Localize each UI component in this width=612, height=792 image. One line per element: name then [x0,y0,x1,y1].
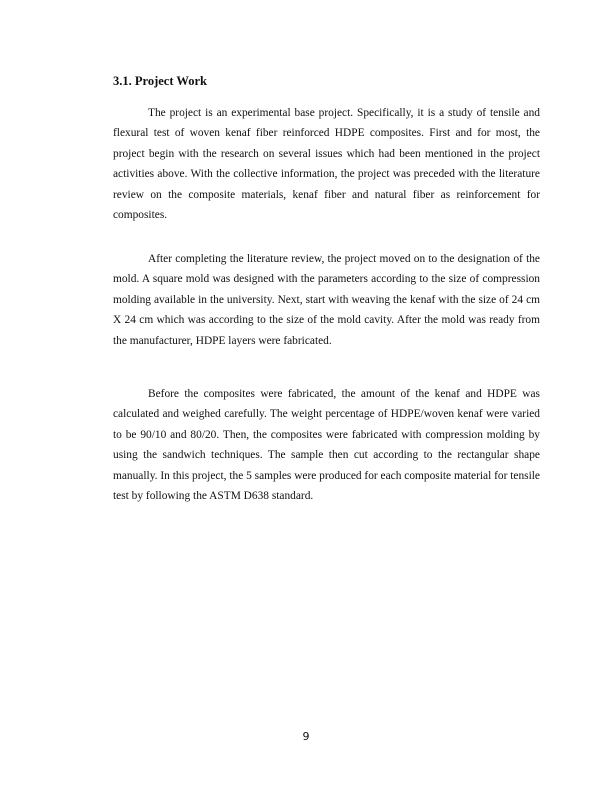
paragraph-project-overview: The project is an experimental base project. Specifically, it is a study of tensile and flexural test of woven kenaf fiber reinforced HDPE composites. First and for most, the project begin with the research on several issues which had been mentioned in the project activities above. With the collective information, the project was preceded with the literature review on the composite materials, kenaf fiber and natural fiber as reinforcement for composites. [113,107,540,222]
paragraph-mold-design: After completing the literature review, the project moved on to the designation of the mold. A square mold was designed with the parameters according to the size of compression molding available in the university. Next, start with weaving the kenaf with the size of 24 cm X 24 cm which was according to the size of the mold cavity. After the mold was ready from the manufacturer, HDPE layers were fabricated. [113,253,540,347]
page-number: 9 [302,730,310,743]
section-heading: 3.1. Project Work [113,74,207,88]
paragraph-composite-fabrication: Before the composites were fabricated, the amount of the kenaf and HDPE was calculated and weighed carefully. The weight percentage of HDPE/woven kenaf were varied to be 90/10 and 80/20. Then, the composites were fabricated with compression molding by using the sandwich techniques. The sample then cut according to the rectangular shape manually. In this project, the 5 samples were produced for each composite material for tensile test by following the ASTM D638 standard. [113,388,540,503]
